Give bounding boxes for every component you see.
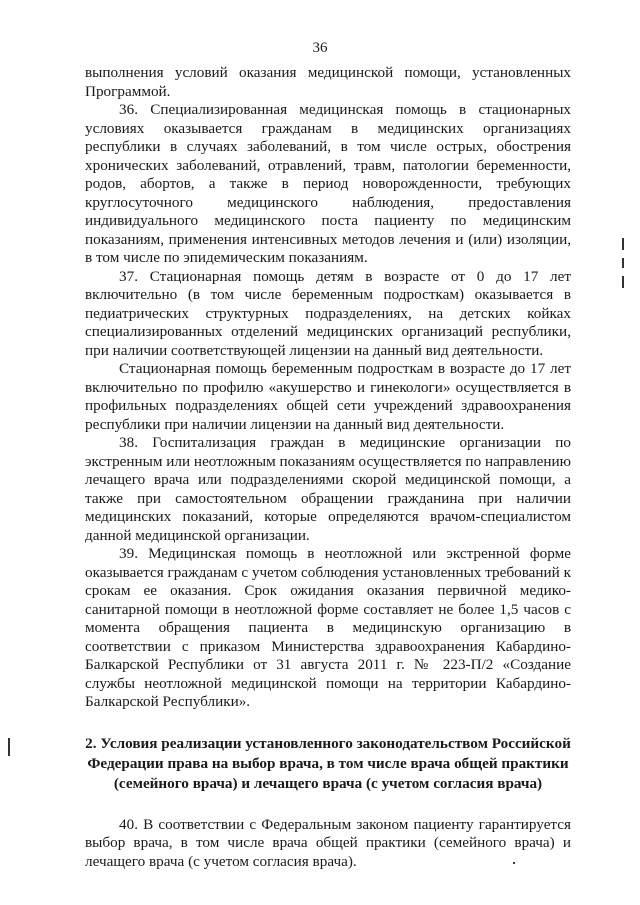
- paragraph-38: 38. Госпитализация граждан в медицинские организации по экстренным или неотложным показаниям осуществляется по направлению лечащего врача или подразделениями скорой медицинской помощи, а также при самостоятельном обращении гражданина при наличии медицинских показаний, которые определяются врачом-специалистом данной медицинской организации.: [85, 434, 571, 544]
- scan-mark-bottom: [513, 862, 515, 864]
- paragraph-39: 39. Медицинская помощь в неотложной или экстренной форме оказывается гражданам с учетом соблюдения установленных требований к срокам ее оказания. Срок ожидания оказания первичной медико-санитарной помощи в неотложной форме составляет не более 1,5 часов с момента обращения пациента в медицинскую организацию в соответствии с приказом Министерства здравоохранения Кабардино-Балкарской Республики от 31 августа 2011 г. № 223-П/2 «Создание службы неотложной медицинской помощи на территории Кабардино-Балкарской Республики».: [85, 545, 571, 710]
- paragraph-36: 36. Специализированная медицинская помощь в стационарных условиях оказывается гражданам в медицинских организациях республики в случаях заболеваний, в том числе острых, обострения хронических заболеваний, отравлений, травм, патологии беременности, родов, абортов, а также в период новорожденности, требующих круглосуточного медицинского наблюдения, предоставления индивидуального медицинского поста пациенту по медицинским показаниям, применения интенсивных методов лечения и (или) изоляции, в том числе по эпидемическим показаниям.: [85, 101, 571, 266]
- document-body: [85, 64, 571, 871]
- section-heading: 2. Условия реализации установленного законодательством Российской Федерации права на выбор врача, в том числе врача общей практики (семейного врача) и лечащего врача (с учетом согласия врача): [85, 734, 571, 792]
- scan-mark-left-1: [8, 738, 10, 756]
- paragraph-continuation: выполнения условий оказания медицинской помощи, установленных Программой.: [85, 64, 571, 100]
- paragraph-37: 37. Стационарная помощь детям в возрасте от 0 до 17 лет включительно (в том числе беременным подросткам) оказывается в педиатрических структурных подразделениях, на детских койках специализированных отделений медицинских организаций республики, при наличии соответствующей лицензии на данный вид деятельности.: [85, 267, 571, 359]
- paragraph-40: 40. В соответствии с Федеральным законом пациенту гарантируется выбор врача, в том числе врача общей практики (семейного врача) и лечащего врача (с учетом согласия врача).: [85, 815, 571, 870]
- scan-mark-right-3: [622, 276, 624, 288]
- page-number: 36: [312, 40, 328, 56]
- scan-mark-right-1: [622, 238, 624, 250]
- paragraph-37-pregnant-teens: Стационарная помощь беременным подросткам в возрасте до 17 лет включительно по профилю «акушерство и гинекологи» осуществляется в профильных подразделениях общей сети учреждений здравоохранения республики при наличии лицензии на данный вид деятельности.: [85, 360, 571, 433]
- scan-mark-right-2: [622, 258, 624, 268]
